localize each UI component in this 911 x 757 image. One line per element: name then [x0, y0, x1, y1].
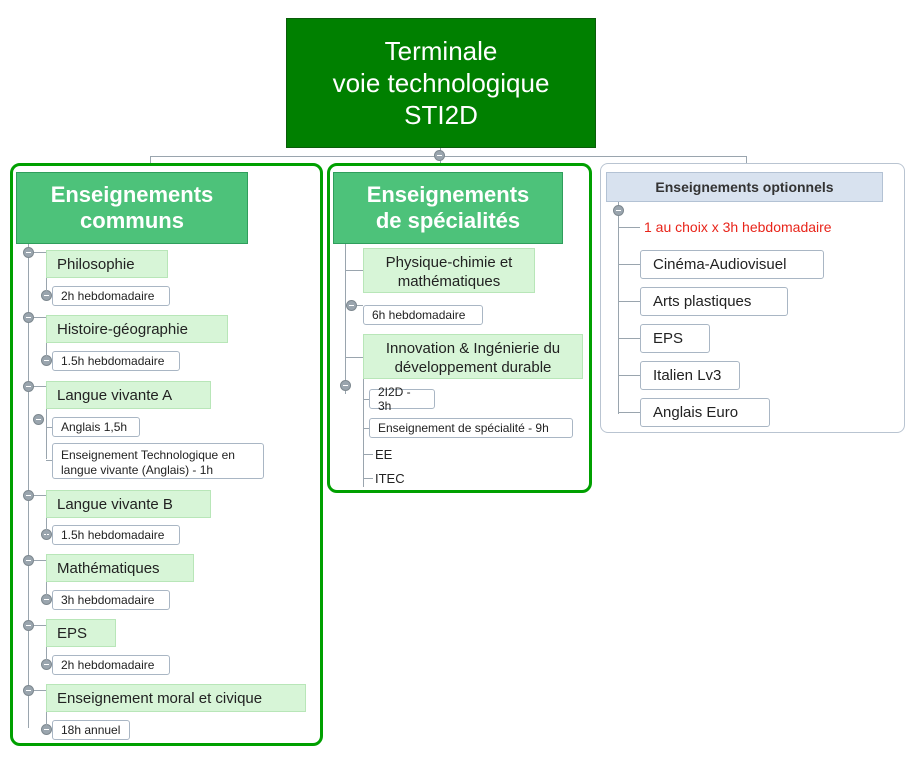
connector-philosophie	[34, 252, 46, 253]
connector-optionnels-note	[618, 227, 640, 228]
chip-innovation-line1: Innovation & Ingénierie du	[385, 340, 561, 357]
connector-lva	[34, 386, 46, 387]
chip-langue-vivante-b[interactable]: Langue vivante B	[46, 490, 211, 518]
chip-physique-chimie-maths-line1: Physique-chimie et	[385, 254, 513, 271]
connector-emc	[34, 690, 46, 691]
collapse-bullet-optionnels[interactable]	[613, 205, 624, 216]
chip-physique-chimie-maths-line2: mathématiques	[397, 273, 501, 290]
detail-lvb-0[interactable]: 1.5h hebdomadaire	[52, 525, 180, 545]
connector-spec-1	[345, 357, 363, 358]
connector-mathematiques	[34, 560, 46, 561]
collapse-bullet-mathematiques[interactable]	[23, 555, 34, 566]
option-anglais-euro[interactable]: Anglais Euro	[640, 398, 770, 427]
spine-mathematiques	[46, 582, 47, 599]
spine-lvb	[46, 518, 47, 535]
heading-specialites-line1: Enseignements	[366, 182, 530, 207]
collapse-bullet-histoire[interactable]	[23, 312, 34, 323]
heading-communs-line2: communs	[80, 208, 184, 233]
subitem-spec-1-0[interactable]: EE	[375, 446, 393, 462]
spine-eps	[46, 647, 47, 664]
connector-lvb	[34, 495, 46, 496]
heading-specialites-line2: de spécialités	[375, 208, 521, 233]
detail-philosophie-0[interactable]: 2h hebdomadaire	[52, 286, 170, 306]
detail-emc-0[interactable]: 18h annuel	[52, 720, 130, 740]
collapse-bullet-root[interactable]	[434, 150, 445, 161]
detail-spec-1-1[interactable]: Enseignement de spécialité - 9h	[369, 418, 573, 438]
connector-root-bus	[150, 156, 746, 157]
chip-innovation-line2: développement durable	[394, 359, 552, 376]
spine-specialites	[345, 244, 346, 394]
connector-option-1	[618, 301, 640, 302]
spine-philosophie	[46, 278, 47, 295]
connector-histoire	[34, 317, 46, 318]
collapse-bullet-lva-detail[interactable]	[33, 414, 44, 425]
collapse-bullet-spec-1[interactable]	[340, 380, 351, 391]
subitem-spec-1-1[interactable]: ITEC	[375, 470, 405, 486]
connector-spec-1-sub-1	[363, 478, 373, 479]
root-title-line1: Terminale	[384, 36, 498, 66]
collapse-bullet-eps[interactable]	[23, 620, 34, 631]
collapse-bullet-emc[interactable]	[23, 685, 34, 696]
chip-mathematiques[interactable]: Mathématiques	[46, 554, 194, 582]
collapse-bullet-lvb[interactable]	[23, 490, 34, 501]
root-title-line3: STI2D	[404, 100, 478, 130]
option-italien-lv3[interactable]: Italien Lv3	[640, 361, 740, 390]
option-cinema-audiovisuel[interactable]: Cinéma-Audiovisuel	[640, 250, 824, 279]
collapse-bullet-philosophie[interactable]	[23, 247, 34, 258]
collapse-bullet-lva[interactable]	[23, 381, 34, 392]
spine-histoire	[46, 343, 47, 360]
note-choix-optionnel: 1 au choix x 3h hebdomadaire	[644, 219, 832, 235]
spine-lva	[46, 409, 47, 459]
detail-spec-1-0[interactable]: 2I2D - 3h	[369, 389, 435, 409]
collapse-bullet-spec-0-detail[interactable]	[346, 300, 357, 311]
heading-communs-line1: Enseignements	[50, 182, 214, 207]
detail-lva-0[interactable]: Anglais 1,5h	[52, 417, 140, 437]
chip-innovation-ingenierie[interactable]	[363, 334, 583, 379]
connector-spec-1-sub-0	[363, 454, 373, 455]
connector-option-3	[618, 375, 640, 376]
detail-eps-0[interactable]: 2h hebdomadaire	[52, 655, 170, 675]
chip-enseignement-moral-civique[interactable]: Enseignement moral et civique	[46, 684, 306, 712]
column-heading-optionnels[interactable]: Enseignements optionnels	[606, 172, 883, 202]
chip-philosophie[interactable]: Philosophie	[46, 250, 168, 278]
root-node[interactable]	[286, 18, 596, 148]
connector-option-0	[618, 264, 640, 265]
chip-langue-vivante-a[interactable]: Langue vivante A	[46, 381, 211, 409]
option-arts-plastiques[interactable]: Arts plastiques	[640, 287, 788, 316]
option-eps[interactable]: EPS	[640, 324, 710, 353]
column-heading-specialites[interactable]	[333, 172, 563, 244]
column-heading-communs[interactable]	[16, 172, 248, 244]
connector-option-2	[618, 338, 640, 339]
spine-spec-1	[363, 379, 364, 487]
connector-spec-0	[345, 270, 363, 271]
chip-histoire-geographie[interactable]: Histoire-géographie	[46, 315, 228, 343]
root-title-line2: voie technologique	[332, 68, 550, 98]
connector-option-4	[618, 412, 640, 413]
connector-eps	[34, 625, 46, 626]
spine-optionnels	[618, 202, 619, 414]
chip-physique-chimie-maths[interactable]	[363, 248, 535, 293]
detail-spec-0-0[interactable]: 6h hebdomadaire	[363, 305, 483, 325]
connector-spec-0-detail	[357, 305, 363, 306]
detail-histoire-0[interactable]: 1.5h hebdomadaire	[52, 351, 180, 371]
spine-emc	[46, 712, 47, 729]
chip-eps[interactable]: EPS	[46, 619, 116, 647]
detail-mathematiques-0[interactable]: 3h hebdomadaire	[52, 590, 170, 610]
detail-lva-1[interactable]: Enseignement Technologique en langue vivante (Anglais) - 1h	[52, 443, 264, 479]
